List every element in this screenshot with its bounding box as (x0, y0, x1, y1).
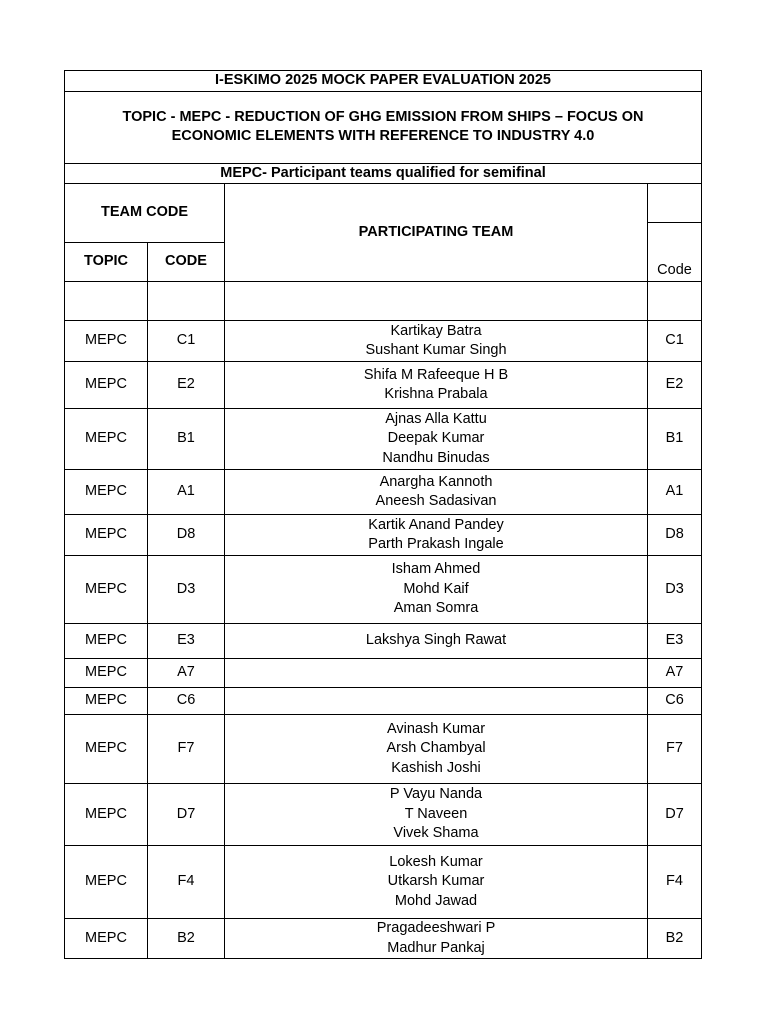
team-member-name: Isham Ahmed (391, 561, 481, 578)
topic-cell: MEPC (65, 846, 148, 919)
topic-header: TOPIC (65, 243, 148, 282)
team-member-name: Krishna Prabala (384, 386, 488, 402)
topic-heading (65, 91, 702, 163)
code-header-top-cell (648, 184, 702, 223)
team-member-name: P Vayu Nanda (389, 786, 483, 803)
topic-cell: MEPC (65, 659, 148, 688)
topic-cell: MEPC (65, 362, 148, 409)
blank-cell (65, 282, 148, 321)
topic-cell: MEPC (65, 470, 148, 515)
team-member-name: Arsh Chambyal (386, 740, 486, 757)
code-right-cell: D8 (648, 515, 702, 556)
table-row (65, 362, 702, 409)
code-cell: D8 (148, 515, 225, 556)
team-member-name: Pragadeeshwari P (376, 920, 496, 936)
table-row (65, 624, 702, 659)
participating-team-cell (225, 688, 648, 715)
topic-cell: MEPC (65, 409, 148, 470)
code-cell: C6 (148, 688, 225, 715)
team-member-name: Aneesh Sadasivan (375, 493, 497, 509)
topic-line-2: ECONOMIC ELEMENTS WITH REFERENCE TO INDUSTRY 4.0 (171, 128, 595, 144)
code-right-cell: F7 (648, 715, 702, 784)
topic-line-1: TOPIC - MEPC - REDUCTION OF GHG EMISSION FROM SHIPS – FOCUS ON (122, 108, 644, 125)
code-cell: F7 (148, 715, 225, 784)
team-member-name: Shifa M Rafeeque H B (363, 366, 509, 383)
topic-cell: MEPC (65, 715, 148, 784)
semifinal-teams-table (64, 70, 702, 959)
code-right-header: Code (648, 223, 702, 282)
code-right-cell: D7 (648, 784, 702, 846)
table-row (65, 321, 702, 362)
participating-team-cell (225, 362, 648, 409)
document-title: I-ESKIMO 2025 MOCK PAPER EVALUATION 2025 (65, 71, 702, 92)
code-right-cell: F4 (648, 846, 702, 919)
table-row (65, 919, 702, 959)
table-row (65, 784, 702, 846)
code-right-cell: E3 (648, 624, 702, 659)
team-member-name: Aman Somra (393, 600, 479, 617)
topic-cell: MEPC (65, 556, 148, 624)
code-cell: B1 (148, 409, 225, 470)
topic-cell: MEPC (65, 321, 148, 362)
participating-team-cell (225, 556, 648, 624)
topic-cell: MEPC (65, 919, 148, 959)
code-cell: D3 (148, 556, 225, 624)
blank-cell (225, 282, 648, 321)
code-header: CODE (148, 243, 225, 282)
table-row (65, 556, 702, 624)
participating-team-cell (225, 321, 648, 362)
code-cell: A7 (148, 659, 225, 688)
participating-team-cell (225, 784, 648, 846)
code-right-cell: A7 (648, 659, 702, 688)
blank-cell (648, 282, 702, 321)
code-cell: A1 (148, 470, 225, 515)
team-member-name: Madhur Pankaj (387, 939, 485, 956)
code-cell: E3 (148, 624, 225, 659)
table-row (65, 659, 702, 688)
team-code-header: TEAM CODE (65, 184, 225, 243)
topic-cell: MEPC (65, 688, 148, 715)
blank-row (65, 282, 702, 321)
participating-team-header: PARTICIPATING TEAM (225, 184, 648, 282)
team-member-name: Vivek Shama (393, 825, 479, 842)
team-member-name: Utkarsh Kumar (387, 873, 485, 890)
team-member-name: Deepak Kumar (387, 430, 485, 447)
team-member-name: Lokesh Kumar (389, 853, 483, 870)
topic-cell: MEPC (65, 515, 148, 556)
participating-team-cell (225, 409, 648, 470)
table-row (65, 688, 702, 715)
code-cell: D7 (148, 784, 225, 846)
table-row (65, 515, 702, 556)
participating-team-cell (225, 470, 648, 515)
subtitle: MEPC- Participant teams qualified for semifinal (65, 163, 702, 184)
blank-cell (148, 282, 225, 321)
table-row (65, 470, 702, 515)
code-right-cell: E2 (648, 362, 702, 409)
team-member-name: Lakshya Singh Rawat (365, 632, 507, 649)
team-member-name: Kartikay Batra (390, 322, 482, 339)
code-right-cell: A1 (648, 470, 702, 515)
code-right-cell: B1 (648, 409, 702, 470)
team-member-name: Mohd Kaif (403, 580, 469, 597)
code-cell: E2 (148, 362, 225, 409)
team-member-name: Avinash Kumar (386, 720, 486, 737)
code-right-cell: B2 (648, 919, 702, 959)
code-cell: C1 (148, 321, 225, 362)
participating-team-cell (225, 659, 648, 688)
team-member-name: Parth Prakash Ingale (368, 536, 504, 552)
topic-cell: MEPC (65, 784, 148, 846)
team-member-name: T Naveen (404, 805, 468, 822)
participating-team-cell (225, 515, 648, 556)
team-member-name: Anargha Kannoth (379, 473, 493, 490)
team-member-name: Ajnas Alla Kattu (385, 410, 487, 427)
table-row (65, 846, 702, 919)
code-cell: F4 (148, 846, 225, 919)
code-right-cell: C1 (648, 321, 702, 362)
team-member-name: Nandhu Binudas (382, 449, 490, 466)
team-member-name: Kartik Anand Pandey (368, 516, 504, 533)
team-member-name: Sushant Kumar Singh (365, 342, 507, 358)
participating-team-cell (225, 715, 648, 784)
table-row (65, 715, 702, 784)
topic-cell: MEPC (65, 624, 148, 659)
code-right-cell: C6 (648, 688, 702, 715)
table-row (65, 409, 702, 470)
code-right-cell: D3 (648, 556, 702, 624)
participating-team-cell (225, 846, 648, 919)
participating-team-cell (225, 624, 648, 659)
team-member-name: Kashish Joshi (391, 759, 481, 776)
team-member-name: Mohd Jawad (394, 892, 478, 909)
code-cell: B2 (148, 919, 225, 959)
participating-team-cell (225, 919, 648, 959)
